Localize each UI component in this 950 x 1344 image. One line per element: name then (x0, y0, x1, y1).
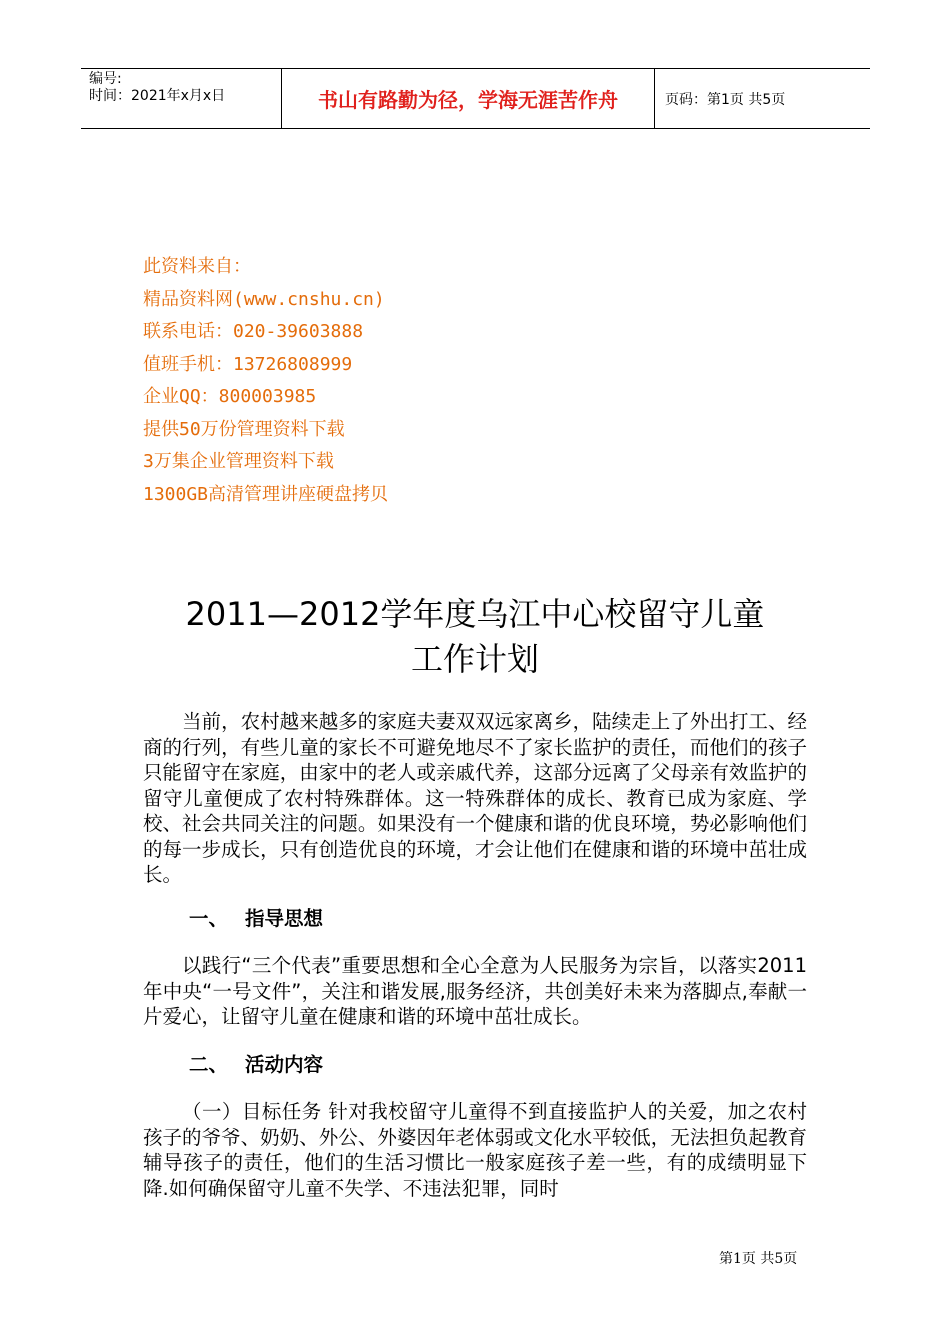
source-line: 值班手机：13726808999 (143, 353, 353, 375)
source-line: 提供50万份管理资料下载 (143, 418, 345, 440)
section-number: 一、 (189, 906, 229, 930)
page-footer: 第1页 共5页 (719, 1251, 798, 1267)
section-2-paragraph: （一）目标任务 针对我校留守儿童得不到直接监护人的关爱，加之农村孩子的爷爷、奶奶、外公、外婆因年老体弱或文化水平较低，无法担负起教育辅导孩子的责任，他们的生活习惯比一般家庭孩子差一些，有的成绩明显下降.如何确保留守儿童不失学、不违法犯罪，同时 (143, 1100, 807, 1200)
header-time: 时间：2021年x月x日 (89, 88, 226, 104)
header-page-number: 页码：第1页 共5页 (665, 91, 786, 108)
source-line: 联系电话：020-39603888 (143, 321, 364, 342)
section-heading-1 (143, 906, 807, 932)
document-title (0, 592, 950, 682)
intro-paragraph: 当前，农村越来越多的家庭夫妻双双远家离乡，陆续走上了外出打工、经商的行列，有些儿童的家长不可避免地尽不了家长监护的责任，而他们的孩子只能留守在家庭，由家中的老人或亲戚代养，这部分远离了父母亲有效监护的留守儿童便成了农村特殊群体。这一特殊群体的成长、教育已成为家庭、学校、社会共同关注的问题。如果没有一个健康和谐的优良环境，势必影响他们的每一步成长，只有创造优良的环境，才会让他们在健康和谐的环境中茁壮成长。 (143, 710, 807, 886)
source-line: 此资料来自： (143, 256, 251, 277)
source-line: 企业QQ：800003985 (143, 386, 317, 407)
page-header (81, 68, 870, 129)
source-line: 精品资料网(www.cnshu.cn) (143, 288, 385, 310)
header-motto: 书山有路勤为径，学海无涯苦作舟 (282, 69, 655, 128)
section-title: 活动内容 (245, 1052, 324, 1076)
source-info (143, 251, 388, 511)
header-number: 编号: (89, 71, 122, 87)
title-line-2: 工作计划 (410, 640, 539, 678)
header-meta (81, 69, 282, 128)
source-line: 3万集企业管理资料下载 (143, 451, 334, 472)
title-line-1: 2011—2012学年度乌江中心校留守儿童 (185, 595, 765, 633)
section-title: 指导思想 (245, 906, 324, 930)
section-1-paragraph: 以践行“三个代表”重要思想和全心全意为人民服务为宗旨，以落实2011年中央“一号文件”，关注和谐发展,服务经济，共创美好未来为落脚点,奉献一片爱心，让留守儿童在健康和谐的环境中茁壮成长。 (143, 954, 807, 1028)
document-body (143, 709, 807, 1201)
source-line: 1300GB高清管理讲座硬盘拷贝 (143, 483, 389, 505)
section-heading-2 (143, 1052, 807, 1078)
section-number: 二、 (189, 1052, 229, 1076)
